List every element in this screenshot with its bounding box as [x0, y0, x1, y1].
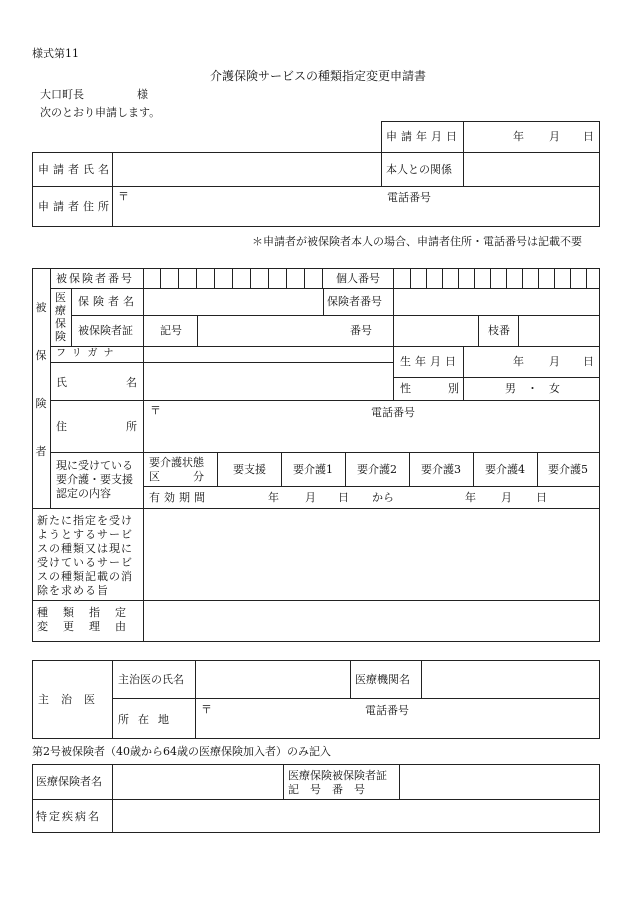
insured-section-char-3: 険: [35, 397, 47, 410]
relation-label: 本人との関係: [386, 163, 452, 176]
furigana-label: フリガナ: [56, 348, 120, 359]
applicant-address-label: 申請者住所: [38, 200, 113, 213]
postal-mark: 〒: [118, 190, 129, 203]
valid-from-day: 日: [338, 491, 349, 504]
service-request-label: 新たに指定を受け ようとするサービ スの種類又は現に 受けているサービ スの種類記載の消 除を求める旨: [37, 514, 133, 597]
specified-disease-field[interactable]: [116, 803, 596, 828]
location-label: 所在地: [118, 713, 178, 726]
doctor-section-label: 主治医: [38, 693, 107, 706]
applicant-address-field[interactable]: [130, 190, 596, 222]
care-level-2[interactable]: 要介護2: [357, 463, 397, 476]
doctor-name-field[interactable]: [199, 664, 345, 694]
change-reason-field[interactable]: [148, 604, 596, 637]
name-label-1: 氏: [56, 376, 67, 389]
sex-label-1: 性: [400, 382, 411, 395]
insurance-card-label: 被保険者証: [78, 324, 133, 337]
second-insured-heading: 第2号被保険者（40歳から64歳の医療保険加入者）のみ記入: [32, 745, 331, 758]
application-date-field[interactable]: [466, 127, 596, 145]
furigana-field[interactable]: [148, 348, 388, 360]
phone-label: 電話番号: [387, 191, 431, 204]
insured-name-field[interactable]: [148, 366, 388, 396]
insured-address-field[interactable]: [164, 404, 596, 448]
personal-number-label: 個人番号: [336, 272, 380, 285]
insurer-number-field[interactable]: [398, 292, 596, 312]
card-symbol-label: 記号: [160, 324, 182, 337]
sex-label-2: 別: [448, 382, 459, 395]
care-level-3[interactable]: 要介護3: [421, 463, 461, 476]
doctor-postal-mark: 〒: [201, 703, 212, 716]
valid-from-month: 月: [305, 491, 316, 504]
care-level-classification-label: 要介護状態 区 分: [149, 456, 204, 483]
date-day-unit: 日: [583, 130, 594, 143]
insured-section-char-4: 者: [35, 445, 47, 458]
medical-card-field[interactable]: [403, 768, 596, 795]
birth-day-unit: 日: [583, 355, 594, 368]
birth-year-unit: 年: [513, 355, 524, 368]
name-label-2: 名: [126, 376, 137, 389]
current-certification-label: 現に受けている 要介護・要支援 認定の内容: [56, 459, 133, 500]
institution-field[interactable]: [425, 664, 596, 694]
medical-insurer-field[interactable]: [116, 768, 278, 795]
medical-insurer-label: 医療保険者名: [36, 775, 102, 788]
validity-period-label: 有効期間: [149, 491, 209, 504]
card-number-label: 番号: [350, 324, 372, 337]
insured-phone-label: 電話番号: [371, 406, 415, 419]
applicant-name-field[interactable]: [116, 156, 378, 182]
care-level-support[interactable]: 要支援: [233, 463, 266, 476]
form-title: 介護保険サービスの種類指定変更申請書: [210, 69, 427, 83]
change-reason-label: 種類指定 変更理由: [37, 606, 141, 633]
doctor-name-label: 主治医の氏名: [118, 673, 184, 686]
honorific: 様: [137, 88, 148, 101]
valid-to-day: 日: [536, 491, 547, 504]
birth-month-unit: 月: [549, 355, 560, 368]
relation-field[interactable]: [466, 156, 596, 182]
insurer-number-label: 保険者番号: [327, 295, 382, 308]
applicant-name-label: 申請者氏名: [38, 163, 113, 176]
insured-section-char-1: 被: [35, 301, 47, 314]
applicant-note: ＊申請者が被保険者本人の場合、申請者住所・電話番号は記載不要: [252, 235, 582, 248]
application-date-label: 申請年月日: [386, 130, 461, 143]
institution-label: 医療機関名: [355, 673, 410, 686]
care-level-5[interactable]: 要介護5: [548, 463, 588, 476]
doctor-phone-label: 電話番号: [365, 704, 409, 717]
insurer-name-label: 保険者名: [78, 295, 138, 308]
insurer-name-field[interactable]: [148, 292, 318, 312]
addressee: 大口町長: [40, 88, 84, 101]
valid-to-month: 月: [501, 491, 512, 504]
valid-to-year: 年: [465, 491, 476, 504]
care-level-1[interactable]: 要介護1: [293, 463, 333, 476]
address-label-2: 所: [126, 420, 137, 433]
doctor-address-field[interactable]: [214, 702, 596, 734]
card-branch-label: 枝番: [488, 324, 510, 337]
medical-insurance-label: 医 療 保 険: [55, 291, 66, 343]
insured-number-label: 被保険者番号: [56, 272, 134, 285]
form-number: 様式第11: [32, 47, 79, 60]
valid-from-label: から: [372, 491, 394, 504]
insured-postal-mark: 〒: [150, 404, 161, 417]
insured-section-char-2: 保: [35, 349, 47, 362]
medical-card-label: 医療保険被保険者証 記 号 番 号: [288, 769, 387, 796]
care-level-4[interactable]: 要介護4: [485, 463, 525, 476]
valid-from-year: 年: [268, 491, 279, 504]
service-request-field[interactable]: [148, 512, 596, 596]
address-label-1: 住: [56, 420, 67, 433]
date-month-unit: 月: [549, 130, 560, 143]
birthdate-label: 生年月日: [400, 355, 460, 368]
intro-text: 次のとおり申請します。: [40, 106, 161, 119]
date-year-unit: 年: [513, 130, 524, 143]
specified-disease-label: 特定疾病名: [36, 810, 101, 823]
sex-options[interactable]: 男 ・ 女: [505, 382, 560, 395]
